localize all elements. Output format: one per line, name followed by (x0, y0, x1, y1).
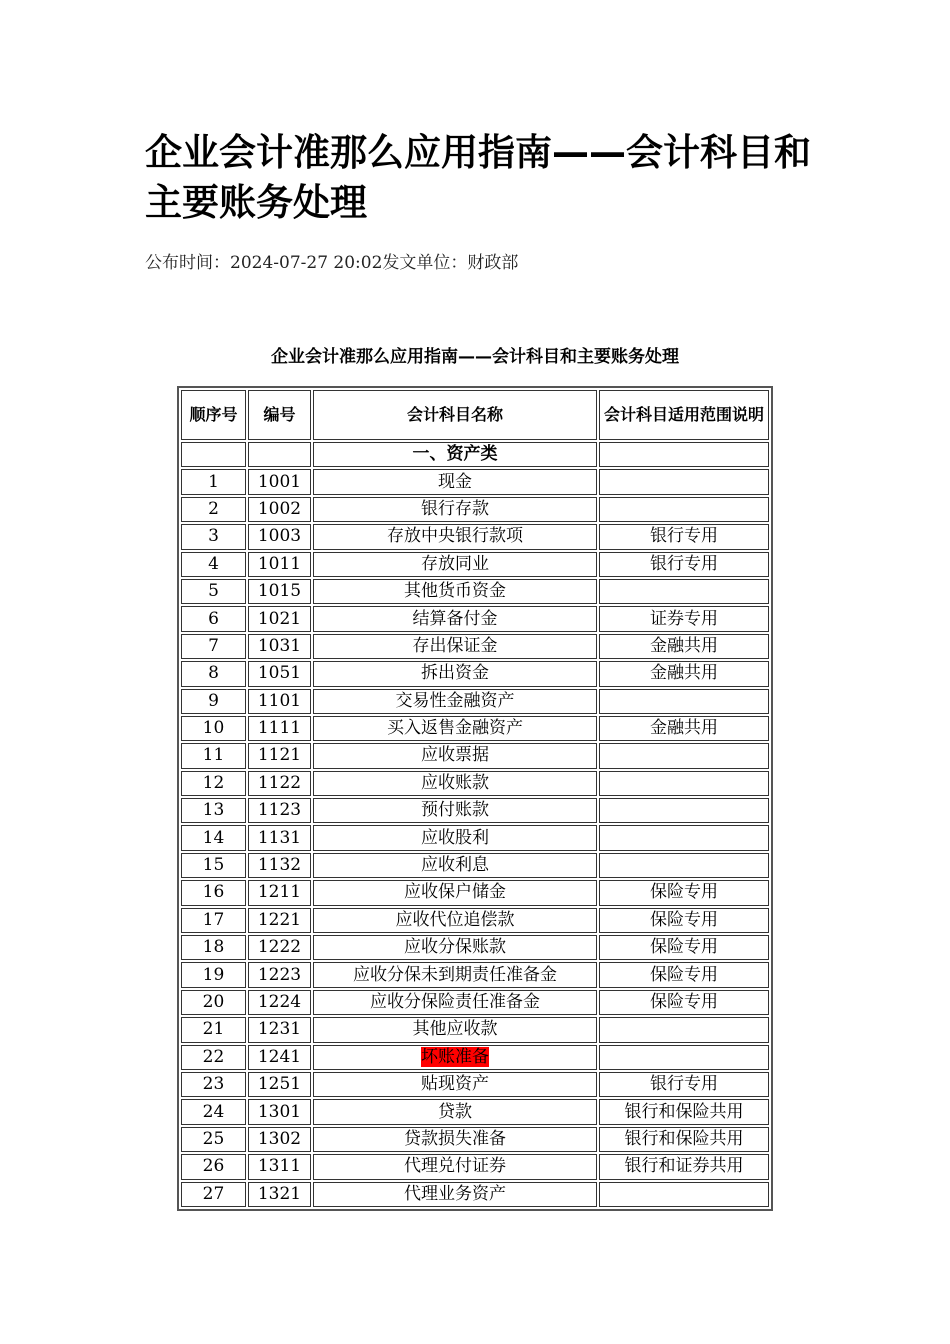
row-seq-cell (181, 469, 246, 494)
row-account-name-cell (313, 497, 597, 522)
row-scope: 金融共用 (650, 663, 718, 684)
table-row (181, 962, 769, 987)
row-account-name: 买入返售金融资产 (387, 718, 523, 739)
table-row (181, 524, 769, 549)
row-code: 1122 (257, 772, 302, 793)
row-account-name: 其他货币资金 (404, 581, 506, 602)
row-account-name-cell (313, 908, 597, 933)
row-scope: 保险专用 (650, 882, 718, 903)
table-caption: 企业会计准那么应用指南——会计科目和主要账务处理 (271, 347, 679, 367)
row-scope-cell (599, 771, 769, 796)
row-seq-cell (181, 1099, 246, 1124)
row-seq-cell (181, 771, 246, 796)
row-code: 1051 (257, 663, 302, 684)
row-scope-cell (599, 606, 769, 631)
table-row (181, 469, 769, 494)
row-scope: 保险专用 (650, 992, 718, 1012)
row-code: 1231 (257, 1019, 302, 1040)
row-seq-cell (181, 606, 246, 631)
row-account-name: 应收利息 (421, 855, 489, 876)
row-account-name-cell (313, 661, 597, 686)
row-seq: 1 (208, 471, 219, 492)
row-code-cell (248, 880, 311, 905)
row-scope-cell (599, 716, 769, 741)
row-code-cell (248, 1099, 311, 1124)
row-scope-cell (599, 880, 769, 905)
row-seq-cell (181, 825, 246, 850)
row-scope: 银行和保险共用 (624, 1128, 744, 1149)
row-seq: 27 (202, 1183, 225, 1204)
row-seq: 24 (202, 1101, 225, 1122)
row-code-cell (248, 716, 311, 741)
table-header-row (181, 390, 769, 440)
row-seq-cell (181, 908, 246, 933)
row-code-cell (248, 689, 311, 714)
row-code-cell (248, 634, 311, 659)
row-scope-cell (599, 1099, 769, 1124)
table-row (181, 606, 769, 631)
row-scope-cell (599, 1182, 769, 1207)
row-scope: 保险专用 (650, 909, 718, 930)
table-row (181, 935, 769, 960)
publish-time: 2024-07-27 20:02 (230, 253, 383, 273)
row-seq: 11 (202, 745, 225, 766)
header-seq: 顺序号 (181, 390, 246, 440)
table-row (181, 689, 769, 714)
table-row (181, 1045, 769, 1070)
row-seq: 2 (208, 498, 219, 519)
row-code-cell (248, 1127, 311, 1152)
issuer: 财政部 (467, 253, 519, 273)
row-scope-cell (599, 1154, 769, 1179)
row-seq-cell (181, 579, 246, 604)
row-seq-cell (181, 880, 246, 905)
row-code: 1001 (257, 471, 302, 492)
row-account-name: 现金 (438, 471, 472, 492)
header-name: 会计科目名称 (313, 390, 597, 440)
row-account-name-cell (313, 579, 597, 604)
row-seq-cell (181, 552, 246, 577)
row-code-cell (248, 524, 311, 549)
row-code-cell (248, 990, 311, 1015)
row-account-name-cell (313, 1017, 597, 1042)
row-account-name: 贷款 (438, 1101, 472, 1122)
row-account-name: 银行存款 (421, 498, 489, 519)
section-row (181, 442, 769, 467)
row-code-cell (248, 962, 311, 987)
row-seq-cell (181, 935, 246, 960)
row-account-name: 坏账准备 (421, 1046, 489, 1067)
table-row (181, 1154, 769, 1179)
section-code-cell (248, 442, 311, 467)
row-seq: 21 (202, 1019, 225, 1040)
row-scope-cell (599, 1127, 769, 1152)
row-account-name: 应收分保险责任准备金 (370, 992, 540, 1012)
row-account-name: 应收股利 (421, 827, 489, 848)
row-account-name: 结算备付金 (412, 608, 498, 629)
row-code: 1015 (257, 581, 302, 602)
row-seq: 3 (208, 526, 219, 547)
row-account-name: 存放同业 (421, 553, 489, 574)
row-code: 1311 (257, 1156, 302, 1177)
table-row (181, 1127, 769, 1152)
row-seq-cell (181, 798, 246, 823)
row-scope-cell (599, 1072, 769, 1097)
row-account-name-cell (313, 552, 597, 577)
row-seq-cell (181, 524, 246, 549)
row-account-name: 代理业务资产 (404, 1183, 506, 1204)
row-seq: 25 (202, 1128, 225, 1149)
row-seq: 15 (202, 855, 225, 876)
row-seq: 14 (202, 827, 225, 848)
row-seq-cell (181, 743, 246, 768)
table-row (181, 579, 769, 604)
row-account-name: 应收账款 (421, 772, 489, 793)
table-row (181, 634, 769, 659)
row-seq-cell (181, 661, 246, 686)
row-scope-cell (599, 634, 769, 659)
table-row (181, 497, 769, 522)
section-seq-cell (181, 442, 246, 467)
row-scope-cell (599, 962, 769, 987)
row-account-name-cell (313, 935, 597, 960)
row-code-cell (248, 1017, 311, 1042)
row-scope: 保险专用 (650, 964, 718, 985)
row-account-name-cell (313, 1099, 597, 1124)
row-code-cell (248, 935, 311, 960)
row-scope-cell (599, 524, 769, 549)
row-code: 1211 (257, 882, 302, 903)
row-account-name-cell (313, 743, 597, 768)
row-seq: 7 (208, 635, 219, 656)
table-row (181, 661, 769, 686)
table-row (181, 716, 769, 741)
row-code: 1031 (257, 635, 302, 656)
row-code-cell (248, 908, 311, 933)
row-code: 1241 (257, 1046, 302, 1067)
row-code: 1011 (257, 553, 302, 574)
row-code: 1132 (257, 855, 302, 876)
publish-info (145, 248, 518, 273)
row-code-cell (248, 825, 311, 850)
row-scope-cell (599, 579, 769, 604)
row-scope-cell (599, 661, 769, 686)
row-scope: 保险专用 (650, 937, 718, 958)
row-seq-cell (181, 689, 246, 714)
row-account-name-cell (313, 606, 597, 631)
row-scope-cell (599, 935, 769, 960)
row-scope-cell (599, 497, 769, 522)
row-code-cell (248, 1045, 311, 1070)
row-code-cell (248, 771, 311, 796)
table-row (181, 825, 769, 850)
row-code: 1002 (257, 498, 302, 519)
row-account-name-cell (313, 469, 597, 494)
row-scope: 金融共用 (650, 718, 718, 739)
row-account-name-cell (313, 798, 597, 823)
row-account-name-cell (313, 634, 597, 659)
row-account-name-cell (313, 689, 597, 714)
row-account-name: 应收分保未到期责任准备金 (353, 964, 557, 985)
row-account-name-cell (313, 1127, 597, 1152)
row-code: 1223 (257, 964, 302, 985)
row-seq-cell (181, 1072, 246, 1097)
row-seq: 17 (202, 909, 225, 930)
row-account-name-cell (313, 825, 597, 850)
row-code: 1101 (257, 690, 302, 711)
row-account-name: 交易性金融资产 (395, 690, 515, 711)
row-account-name-cell (313, 962, 597, 987)
row-seq: 13 (202, 800, 225, 821)
row-seq-cell (181, 853, 246, 878)
row-scope-cell (599, 853, 769, 878)
row-seq: 26 (202, 1156, 225, 1177)
row-code: 1224 (257, 992, 302, 1012)
accounts-table (177, 386, 773, 1211)
row-scope-cell (599, 552, 769, 577)
table-row (181, 908, 769, 933)
row-seq: 5 (208, 581, 219, 602)
issuer-label: 发文单位： (382, 253, 468, 273)
row-seq: 20 (202, 992, 225, 1012)
row-account-name: 贴现资产 (421, 1074, 489, 1095)
row-account-name: 存出保证金 (412, 635, 498, 656)
row-code-cell (248, 469, 311, 494)
table-row (181, 771, 769, 796)
row-account-name: 其他应收款 (412, 1019, 498, 1040)
row-scope-cell (599, 469, 769, 494)
header-scope: 会计科目适用范围说明 (599, 390, 769, 440)
row-seq: 8 (208, 663, 219, 684)
row-scope: 银行专用 (650, 1074, 718, 1095)
row-account-name-cell (313, 990, 597, 1015)
row-seq: 4 (208, 553, 219, 574)
row-scope-cell (599, 1045, 769, 1070)
row-seq-cell (181, 634, 246, 659)
table-row (181, 743, 769, 768)
row-seq: 12 (202, 772, 225, 793)
row-account-name: 贷款损失准备 (404, 1128, 506, 1149)
row-seq: 6 (208, 608, 219, 629)
row-code: 1222 (257, 937, 302, 958)
row-account-name-cell (313, 771, 597, 796)
row-scope-cell (599, 990, 769, 1015)
table-row (181, 1099, 769, 1124)
row-code: 1123 (257, 800, 302, 821)
row-account-name-cell (313, 1154, 597, 1179)
row-code-cell (248, 743, 311, 768)
row-code: 1131 (257, 827, 302, 848)
row-code-cell (248, 1072, 311, 1097)
table-row (181, 552, 769, 577)
row-seq-cell (181, 990, 246, 1015)
row-code: 1111 (257, 718, 302, 739)
row-seq-cell (181, 1127, 246, 1152)
row-seq-cell (181, 1045, 246, 1070)
table-body (181, 442, 769, 1207)
header-code: 编号 (248, 390, 311, 440)
row-code: 1021 (257, 608, 302, 629)
row-scope-cell (599, 798, 769, 823)
row-account-name-cell (313, 1045, 597, 1070)
row-code-cell (248, 579, 311, 604)
row-code-cell (248, 798, 311, 823)
row-account-name-cell (313, 1182, 597, 1207)
row-scope: 证券专用 (650, 608, 718, 629)
table-row (181, 798, 769, 823)
table-row (181, 990, 769, 1015)
row-scope-cell (599, 743, 769, 768)
row-code: 1321 (257, 1183, 302, 1204)
row-seq: 16 (202, 882, 225, 903)
row-code-cell (248, 497, 311, 522)
row-seq-cell (181, 962, 246, 987)
row-scope-cell (599, 825, 769, 850)
row-seq: 19 (202, 964, 225, 985)
row-account-name-cell (313, 853, 597, 878)
row-seq-cell (181, 1017, 246, 1042)
row-code-cell (248, 661, 311, 686)
row-scope: 银行专用 (650, 553, 718, 574)
row-seq-cell (181, 1154, 246, 1179)
row-scope: 银行和证券共用 (624, 1156, 744, 1177)
row-seq-cell (181, 1182, 246, 1207)
row-account-name-cell (313, 880, 597, 905)
row-scope: 银行和保险共用 (624, 1101, 744, 1122)
row-account-name: 应收代位追偿款 (395, 909, 515, 930)
row-code: 1301 (257, 1101, 302, 1122)
row-seq: 23 (202, 1074, 225, 1095)
row-account-name-cell (313, 524, 597, 549)
row-account-name-cell (313, 716, 597, 741)
row-account-name: 代理兑付证券 (404, 1156, 506, 1177)
row-code: 1302 (257, 1128, 302, 1149)
row-account-name: 存放中央银行款项 (387, 526, 523, 547)
row-code: 1121 (257, 745, 302, 766)
row-code-cell (248, 853, 311, 878)
section-scope-cell (599, 442, 769, 467)
table-row (181, 1017, 769, 1042)
row-account-name: 应收分保账款 (404, 937, 506, 958)
row-code: 1251 (257, 1074, 302, 1095)
row-account-name: 预付账款 (421, 800, 489, 821)
row-code: 1003 (257, 526, 302, 547)
row-code: 1221 (257, 909, 302, 930)
row-seq: 9 (208, 690, 219, 711)
row-seq-cell (181, 497, 246, 522)
table-row (181, 880, 769, 905)
row-account-name-cell (313, 1072, 597, 1097)
page-title: 企业会计准那么应用指南——会计科目和主要账务处理 (145, 131, 811, 224)
row-seq: 22 (202, 1046, 225, 1067)
table-row (181, 1072, 769, 1097)
publish-time-label: 公布时间： (145, 253, 230, 273)
row-account-name: 应收票据 (421, 745, 489, 766)
row-scope: 金融共用 (650, 635, 718, 656)
table-row (181, 1182, 769, 1207)
row-account-name: 应收保户储金 (404, 882, 506, 903)
row-scope: 银行专用 (650, 526, 718, 547)
row-code-cell (248, 1182, 311, 1207)
row-scope-cell (599, 689, 769, 714)
row-code-cell (248, 1154, 311, 1179)
table-row (181, 853, 769, 878)
row-scope-cell (599, 908, 769, 933)
section-title: 一、资产类 (313, 442, 597, 467)
row-scope-cell (599, 1017, 769, 1042)
row-account-name: 拆出资金 (421, 663, 489, 684)
row-code-cell (248, 606, 311, 631)
row-seq-cell (181, 716, 246, 741)
row-seq: 18 (202, 937, 225, 958)
row-seq: 10 (202, 718, 225, 739)
row-code-cell (248, 552, 311, 577)
